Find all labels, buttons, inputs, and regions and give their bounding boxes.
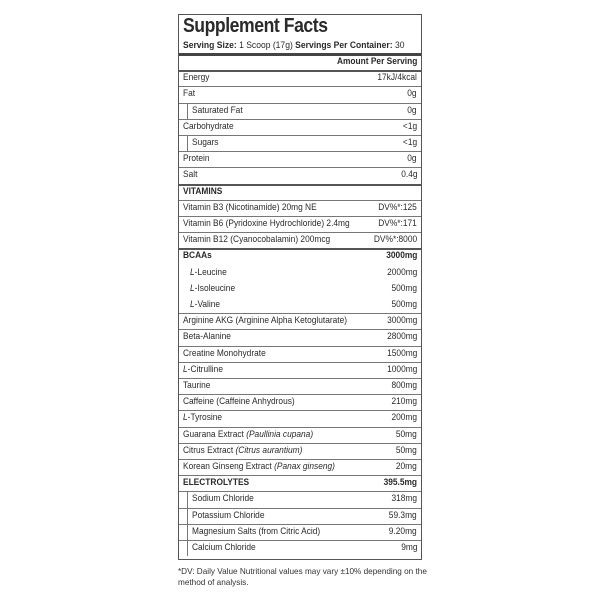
vitamin-name: Vitamin B3 — [183, 201, 224, 213]
vitamin-amount: 20mg NE — [281, 201, 317, 213]
electrolyte-item — [180, 508, 420, 524]
supplement-facts-panel — [178, 14, 422, 560]
ingredient-row — [180, 362, 420, 378]
ingredient-name: -Citrulline — [187, 363, 223, 375]
serving-info — [183, 40, 404, 51]
ingredient-name: Citrus Extract — [183, 444, 234, 456]
row-value: 200mg — [391, 412, 417, 424]
row-label — [192, 491, 254, 507]
amount-per-serving-header — [180, 54, 420, 70]
row-value: 59.3mg — [389, 509, 417, 521]
ingredient-row — [180, 443, 420, 459]
section-title: ELECTROLYTES — [183, 477, 250, 489]
row-label — [183, 459, 335, 475]
amino-name: -Isoleucine — [194, 282, 236, 294]
row-value: 0.4g — [400, 169, 417, 181]
electrolyte-name: Potassium Chloride — [192, 509, 265, 521]
amino-prefix: L — [190, 282, 195, 294]
row-value: 500mg — [391, 282, 417, 294]
row-label — [183, 232, 330, 248]
row-label — [190, 281, 235, 297]
row-value: 500mg — [391, 299, 417, 310]
row-label — [183, 167, 197, 183]
ingredient-name: -Tyrosine — [187, 412, 223, 424]
section-title: BCAAs — [183, 250, 212, 262]
section-title: VITAMINS — [183, 185, 223, 197]
nutrient-name: Protein — [183, 153, 210, 165]
vitamin-amount: 200mcg — [300, 234, 331, 246]
row-value: DV%*:171 — [378, 218, 417, 229]
row-label — [183, 378, 210, 394]
vitamin-source: (Pyridoxine Hydrochloride) — [225, 218, 325, 229]
row-label — [183, 184, 222, 200]
row-value: 3000mg — [386, 315, 417, 327]
ingredient-row — [180, 410, 420, 426]
row-value: 318mg — [391, 493, 417, 505]
servings-per-container-label: Servings Per Container: — [295, 40, 393, 51]
bcaa-item — [180, 281, 420, 297]
vitamin-name: Vitamin B12 — [183, 234, 228, 246]
row-value: 20mg — [396, 461, 417, 472]
row-value: DV%*:8000 — [373, 234, 417, 246]
electrolyte-item — [180, 491, 420, 507]
nutrient-name: Salt — [183, 169, 198, 181]
vitamin-source: (Nicotinamide) — [225, 201, 280, 213]
row-value: 9.20mg — [389, 525, 417, 537]
ingredient-prefix: L — [183, 412, 188, 424]
nutrition-row — [180, 119, 420, 135]
nutrient-name: Fat — [183, 88, 196, 100]
vitamin-source: (Cyanocobalamin) — [230, 234, 299, 246]
vitamin-amount: 2.4mg — [326, 218, 350, 229]
amino-prefix: L — [190, 299, 195, 310]
row-value: 0g — [407, 88, 417, 100]
ingredient-row — [180, 346, 420, 362]
row-label — [183, 216, 350, 232]
row-value: 3000mg — [385, 250, 417, 262]
electrolyte-name: Calcium Chloride — [192, 542, 256, 553]
row-label — [183, 329, 231, 345]
row-label — [192, 524, 320, 540]
row-label — [183, 475, 249, 491]
row-value: <1g — [402, 120, 417, 132]
row-value: 395.5mg — [383, 477, 417, 489]
footnote: *DV: Daily Value Nutritional values may vary ±10% depending on the method of analysis. — [178, 567, 427, 587]
nutrition-row — [180, 70, 420, 86]
row-label — [183, 248, 212, 264]
row-label — [192, 103, 243, 119]
row-label — [183, 119, 234, 135]
row-label — [183, 200, 317, 216]
row-value: 9mg — [400, 542, 417, 553]
nutrition-row — [180, 151, 420, 167]
row-label — [192, 135, 218, 151]
nutrient-name: Sugars — [192, 137, 219, 148]
ingredient-row — [180, 459, 420, 475]
row-label — [192, 508, 264, 524]
amino-prefix: L — [190, 266, 195, 278]
electrolyte-item — [180, 540, 420, 556]
row-value: 1000mg — [386, 363, 417, 375]
vitamin-name: Vitamin B6 — [183, 218, 224, 229]
nutrient-name: Energy — [183, 72, 210, 84]
serving-size-label: Serving Size: — [183, 40, 237, 51]
row-label — [192, 540, 256, 556]
row-value: 2800mg — [386, 331, 417, 343]
ingredient-name: Taurine — [183, 380, 211, 391]
row-label — [183, 313, 347, 329]
vitamin-row — [180, 232, 420, 248]
electrolyte-name: Magnesium Salts (from Citric Acid) — [192, 525, 321, 537]
row-label — [183, 362, 223, 378]
nutrient-name: Carbohydrate — [183, 120, 234, 132]
row-value: 800mg — [391, 380, 417, 391]
nutrition-row — [180, 135, 420, 151]
vitamin-row — [180, 216, 420, 232]
ingredient-latin: (Paullinia cupana) — [246, 428, 314, 440]
bcaa-row — [180, 248, 420, 264]
row-label — [183, 394, 295, 410]
ingredient-prefix: L — [183, 363, 188, 375]
row-label — [183, 70, 209, 86]
bcaa-item — [180, 265, 420, 281]
row-label — [190, 265, 227, 281]
vitamin-row — [180, 200, 420, 216]
row-value: 2000mg — [386, 266, 417, 278]
ingredient-row — [180, 378, 420, 394]
row-label — [183, 410, 222, 426]
row-label — [190, 297, 220, 313]
row-label — [183, 427, 313, 443]
ingredient-name: Guarana Extract — [183, 428, 244, 440]
row-value: <1g — [402, 137, 417, 148]
ingredient-name: Korean Ginseng Extract — [183, 461, 272, 472]
row-value: 17kJ/4kcal — [377, 72, 417, 84]
ingredient-name: Creatine Monohydrate — [183, 347, 266, 359]
ingredient-row — [180, 427, 420, 443]
ingredient-name: Beta-Alanine — [183, 331, 231, 343]
vitamins-header — [180, 184, 420, 200]
nutrient-name: Saturated Fat — [192, 104, 243, 116]
electrolyte-name: Sodium Chloride — [192, 493, 254, 505]
amino-name: -Valine — [194, 299, 221, 310]
nutrition-row — [180, 86, 420, 102]
ingredient-latin: (Citrus aurantium) — [235, 444, 303, 456]
ingredient-name: Arginine AKG (Arginine Alpha Ketoglutarate) — [183, 315, 348, 327]
servings-per-container-value: 30 — [394, 40, 405, 51]
row-label — [183, 443, 302, 459]
row-value: 50mg — [396, 444, 417, 456]
ingredient-name: Caffeine (Caffeine Anhydrous) — [183, 396, 295, 408]
electrolytes-row — [180, 475, 420, 491]
row-label — [183, 86, 195, 102]
bcaa-item — [180, 297, 420, 313]
row-value: DV%*:125 — [378, 201, 417, 213]
ingredient-latin: (Panax ginseng) — [274, 461, 335, 472]
serving-size-value: 1 Scoop (17g) — [239, 40, 293, 51]
row-value: Amount Per Serving — [336, 56, 417, 67]
ingredient-row — [180, 394, 420, 410]
row-value: 50mg — [396, 428, 417, 440]
nutrition-row — [180, 167, 420, 183]
ingredient-row — [180, 329, 420, 345]
nutrition-row — [180, 103, 420, 119]
row-label — [183, 151, 209, 167]
row-value: 210mg — [391, 396, 417, 408]
row-label — [183, 346, 266, 362]
row-value: 0g — [407, 104, 417, 116]
amino-name: -Leucine — [194, 266, 227, 278]
ingredient-row — [180, 313, 420, 329]
row-value: 1500mg — [386, 347, 417, 359]
row-value: 0g — [407, 153, 417, 165]
panel-title: Supplement Facts — [183, 15, 328, 37]
electrolyte-item — [180, 524, 420, 540]
